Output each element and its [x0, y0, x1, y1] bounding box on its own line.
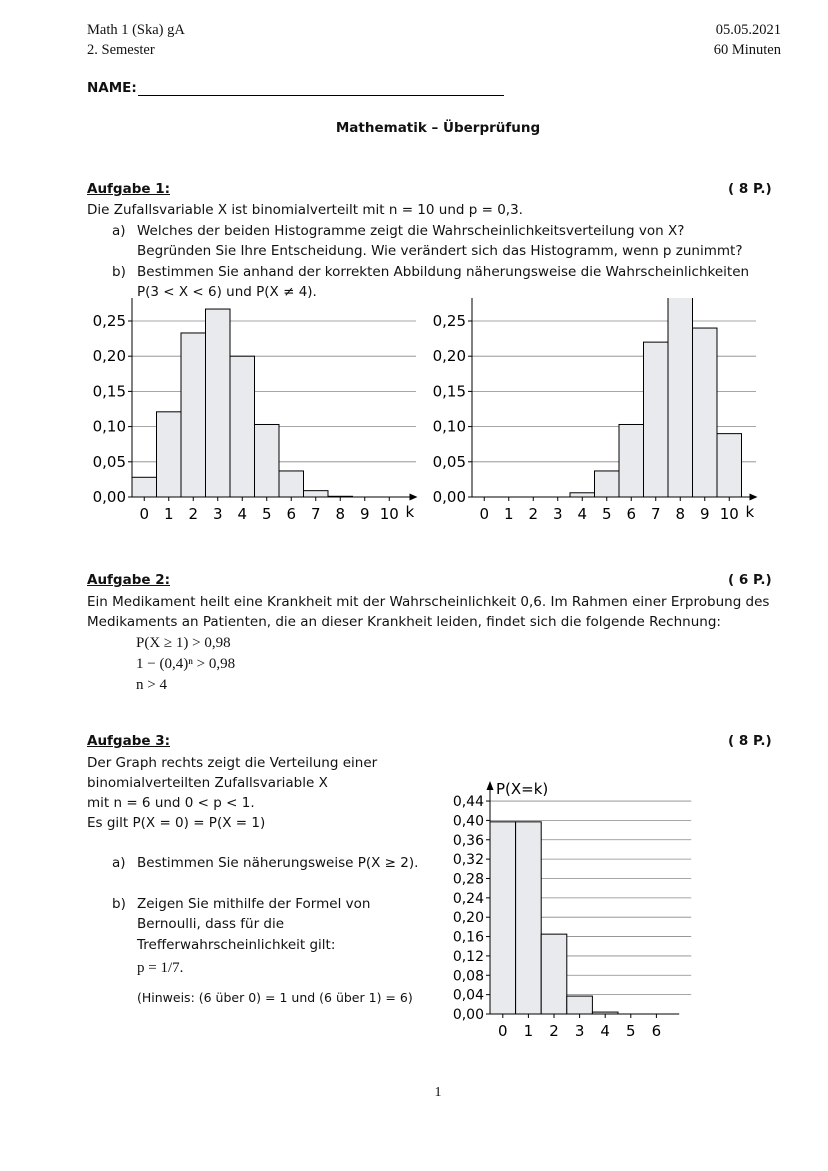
x-tick-label: 9	[699, 505, 710, 523]
task1-b-line2: P(3 < X < 6) und P(X ≠ 4).	[137, 284, 317, 300]
bar-k4	[230, 356, 255, 497]
page-title: Mathematik – Überprüfung	[335, 120, 541, 136]
task2-calc2: 1 − (0,4)ⁿ > 0,98	[136, 656, 236, 672]
task1-a-line1: Welches der beiden Histogramme zeigt die Wahrscheinlichkeitsverteilung von X?	[137, 223, 685, 239]
x-tick-label: 7	[310, 505, 321, 523]
y-tick-label: 0,00	[432, 488, 466, 506]
y-tick-label: 0,05	[92, 452, 126, 471]
x-tick-label: 8	[675, 505, 686, 523]
task3-b-formula: p = 1/7.	[137, 960, 184, 976]
bar-k4	[570, 493, 595, 497]
y-tick-label: 0,15	[432, 382, 466, 401]
y-tick-label: 0,05	[432, 452, 466, 471]
x-tick-label: 10	[379, 505, 399, 523]
y-tick-label: 0,00	[452, 1007, 484, 1023]
task3-a-text: Bestimmen Sie näherungsweise P(X ≥ 2).	[137, 855, 419, 871]
x-tick-label: 4	[600, 1022, 610, 1040]
bar-k7	[304, 491, 329, 497]
x-axis-title: k	[405, 503, 415, 521]
x-tick-label: 9	[359, 505, 370, 523]
task3-a-label: a)	[112, 855, 126, 871]
task1-a-line2: Begründen Sie Ihre Entscheidung. Wie verändert sich das Histogramm, wenn p zunimmt?	[137, 243, 743, 259]
y-tick-label: 0,15	[92, 382, 126, 401]
x-tick-label: 1	[163, 505, 174, 523]
task2-points: ( 6 P.)	[728, 572, 772, 588]
y-tick-label: 0,16	[452, 929, 484, 946]
x-tick-label: 0	[498, 1022, 508, 1040]
y-tick-label: 0,36	[452, 832, 484, 849]
semester-label: 2. Semester	[87, 42, 155, 58]
x-tick-label: 4	[577, 505, 588, 523]
task1-a-label: a)	[112, 223, 126, 239]
histogram-3	[430, 752, 760, 1044]
y-tick-label: 0,10	[92, 417, 126, 436]
y-tick-label: 0,10	[432, 417, 466, 436]
task1-heading: Aufgabe 1:	[87, 181, 171, 197]
task3-hint: (Hinweis: (6 über 0) = 1 und (6 über 1) = 6)	[137, 990, 413, 1005]
bar-k2	[541, 934, 567, 1014]
x-tick-label: 2	[549, 1022, 559, 1040]
y-tick-label: 0,12	[452, 948, 484, 965]
x-axis-title: k	[745, 503, 755, 521]
x-tick-label: 3	[552, 505, 563, 523]
y-tick-label: 0,04	[452, 987, 484, 1004]
y-tick-label: 0,28	[452, 871, 484, 888]
bar-k9	[693, 328, 718, 497]
bar-k2	[181, 333, 206, 497]
page-number: 1	[434, 1085, 442, 1100]
name-label: NAME:	[87, 80, 137, 96]
bar-k8	[668, 298, 693, 497]
x-tick-label: 4	[237, 505, 248, 523]
x-tick-label: 10	[719, 505, 739, 523]
x-tick-label: 6	[651, 1022, 662, 1040]
y-tick-label: 0,25	[92, 312, 126, 330]
x-tick-label: 3	[574, 1022, 585, 1040]
x-tick-label: 0	[139, 505, 150, 523]
task1-intro: Die Zufallsvariable X ist binomialverteilt mit n = 10 und p = 0,3.	[87, 202, 523, 218]
bar-k3	[567, 996, 593, 1014]
y-tick-label: 0,08	[452, 968, 484, 985]
x-tick-label: 1	[503, 505, 514, 523]
histogram-2	[420, 298, 760, 530]
course-label: Math 1 (Ska) gA	[87, 22, 185, 38]
task3-b-line3: Trefferwahrscheinlichkeit gilt:	[137, 937, 336, 953]
name-field[interactable]	[138, 95, 504, 96]
y-axis-arrow	[487, 781, 494, 790]
bar-k5	[255, 424, 280, 497]
y-axis-title: P(X=k)	[496, 780, 549, 799]
bar-k6	[619, 424, 644, 497]
x-axis-arrow	[410, 494, 418, 501]
bar-k0	[132, 477, 157, 497]
task2-calc1: P(X ≥ 1) > 0,98	[136, 635, 231, 651]
bar-k7	[644, 342, 669, 497]
bar-k5	[595, 471, 620, 497]
task2-line1: Ein Medikament heilt eine Krankheit mit der Wahrscheinlichkeit 0,6. Im Rahmen einer Erprobung des	[87, 594, 770, 610]
y-tick-label: 0,40	[452, 813, 484, 830]
bar-k3	[206, 309, 231, 497]
exam-duration: 60 Minuten	[713, 42, 781, 58]
exam-date: 05.05.2021	[715, 22, 781, 38]
x-tick-label: 5	[626, 1022, 636, 1040]
x-tick-label: 8	[335, 505, 346, 523]
bar-k6	[279, 471, 304, 497]
x-tick-label: 6	[626, 505, 637, 523]
bar-k1	[516, 822, 542, 1014]
y-tick-label: 0,20	[452, 910, 484, 927]
task3-heading: Aufgabe 3:	[87, 733, 171, 749]
task1-points: ( 8 P.)	[728, 181, 772, 197]
task3-b-line2: Bernoulli, dass für die	[137, 916, 285, 932]
task3-line1: Der Graph rechts zeigt die Verteilung einer	[87, 755, 378, 771]
task3-line4: Es gilt P(X = 0) = P(X = 1)	[87, 815, 266, 831]
task3-line3: mit n = 6 und 0 < p < 1.	[87, 795, 255, 811]
x-tick-label: 2	[528, 505, 539, 523]
y-tick-label: 0,44	[452, 794, 484, 811]
x-tick-label: 5	[601, 505, 612, 523]
bar-k0	[490, 822, 516, 1014]
task2-calc3: n > 4	[136, 677, 167, 693]
x-tick-label: 0	[479, 505, 490, 523]
x-axis-arrow	[750, 494, 758, 501]
task3-points: ( 8 P.)	[728, 733, 772, 749]
task2-line2: Medikaments an Patienten, die an dieser Krankheit leiden, findet sich die folgende Rechnung:	[87, 614, 721, 630]
y-tick-label: 0,32	[452, 852, 484, 869]
y-tick-label: 0,20	[432, 347, 466, 366]
bar-k10	[717, 434, 742, 497]
x-tick-label: 5	[261, 505, 272, 523]
x-tick-label: 6	[286, 505, 297, 523]
x-tick-label: 1	[523, 1022, 534, 1040]
x-tick-label: 7	[650, 505, 661, 523]
task1-b-label: b)	[112, 264, 126, 280]
task2-heading: Aufgabe 2:	[87, 572, 171, 588]
y-tick-label: 0,24	[452, 890, 484, 907]
y-tick-label: 0,00	[92, 488, 126, 506]
task3-b-label: b)	[112, 896, 126, 912]
x-tick-label: 3	[212, 505, 223, 523]
task3-line2: binomialverteilten Zufallsvariable X	[87, 775, 328, 791]
y-tick-label: 0,25	[432, 312, 466, 330]
y-tick-label: 0,20	[92, 347, 126, 366]
histogram-1	[80, 298, 420, 530]
task3-b-line1: Zeigen Sie mithilfe der Formel von	[137, 896, 371, 912]
task1-b-line1: Bestimmen Sie anhand der korrekten Abbildung näherungsweise die Wahrscheinlichkeiten	[137, 264, 750, 280]
bar-k1	[157, 412, 182, 497]
x-tick-label: 2	[188, 505, 199, 523]
